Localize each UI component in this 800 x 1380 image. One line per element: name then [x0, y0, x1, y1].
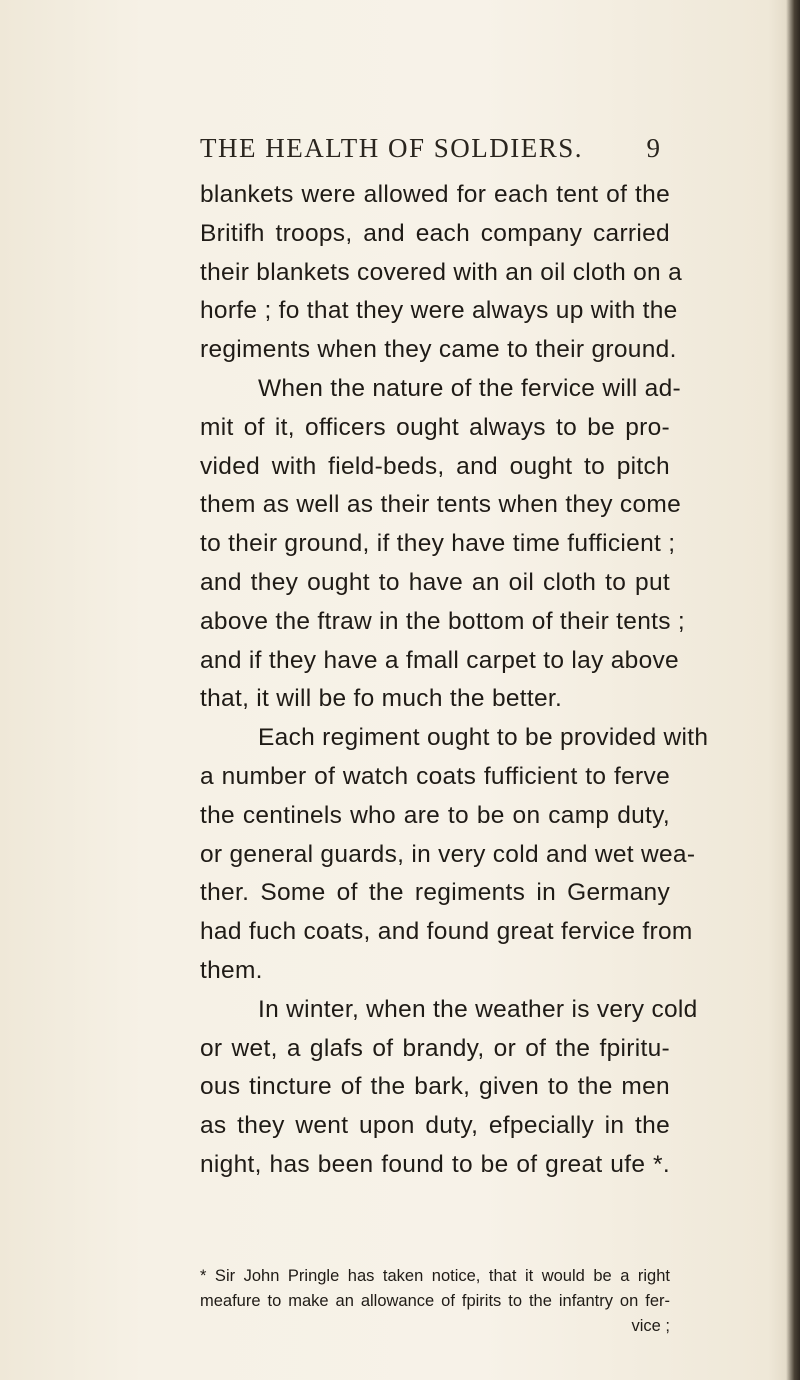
- body-text: [200, 176, 709, 1185]
- text-line: night, has been found to be of great ufe *.: [200, 1150, 670, 1178]
- footnote: [200, 1264, 670, 1339]
- text-line: that, it will be fo much the better.: [200, 685, 563, 713]
- footnote-line: meafure to make an allowance of fpirits to the infantry on fer-: [200, 1292, 670, 1310]
- text-line: regiments when they came to their ground.: [200, 336, 677, 364]
- text-line: blankets were allowed for each tent of the: [200, 181, 670, 208]
- text-line: and they ought to have an oil cloth to put: [200, 568, 670, 596]
- text-line: to their ground, if they have time fufficient ;: [200, 530, 676, 558]
- text-line: Each regiment ought to be provided with: [258, 724, 709, 752]
- text-line: a number of watch coats fufficient to ferve: [200, 762, 670, 790]
- text-line: them as well as their tents when they come: [200, 491, 682, 519]
- footnote-line: vice ;: [631, 1317, 670, 1335]
- text-line: In winter, when the weather is very cold: [258, 995, 698, 1023]
- text-line: horfe ; fo that they were always up with the: [200, 297, 678, 325]
- footnote-line: * Sir John Pringle has taken notice, that it would be a right: [200, 1267, 670, 1285]
- text-line: Britifh troops, and each company carried: [200, 219, 670, 247]
- text-line: mit of it, officers ought always to be pro-: [200, 413, 670, 441]
- text-line: or wet, a glafs of brandy, or of the fpiritu-: [200, 1034, 670, 1062]
- text-line: above the ftraw in the bottom of their tents ;: [200, 607, 686, 635]
- page-header: [200, 132, 660, 164]
- text-line: ous tincture of the bark, given to the men: [200, 1073, 670, 1101]
- text-line: them.: [200, 956, 263, 984]
- page-edge-shadow: [786, 0, 800, 1380]
- text-line: When the nature of the fervice will ad-: [258, 374, 681, 402]
- page-number: 9: [646, 132, 660, 163]
- text-line: the centinels who are to be on camp duty,: [200, 801, 670, 829]
- text-line: and if they have a fmall carpet to lay above: [200, 646, 679, 674]
- text-line: their blankets covered with an oil cloth on a: [200, 258, 682, 286]
- text-line: had fuch coats, and found great fervice from: [200, 918, 693, 946]
- text-line: as they went upon duty, efpecially in the: [200, 1112, 670, 1140]
- text-line: vided with field-beds, and ought to pitch: [200, 452, 670, 480]
- text-line: ther. Some of the regiments in Germany: [200, 879, 670, 907]
- text-line: or general guards, in very cold and wet wea-: [200, 840, 696, 868]
- running-title: THE HEALTH OF SOLDIERS.: [200, 132, 584, 163]
